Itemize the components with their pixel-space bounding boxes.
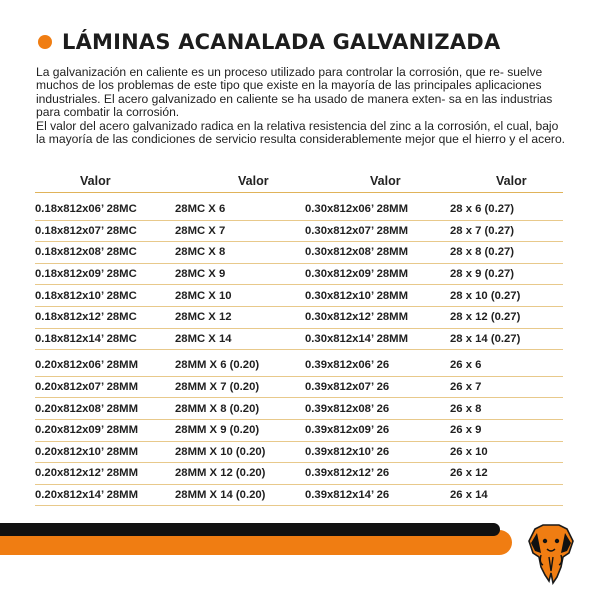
- table-cell-col-3: 0.39x812x06’ 26: [305, 359, 390, 372]
- table-cell-col-4: 26 x 8: [450, 402, 482, 415]
- table-cell-col-1: 0.18x812x10’ 28MC: [35, 289, 137, 302]
- table-cell-col-4: 26 x 6: [450, 359, 482, 372]
- table-cell-col-4: 26 x 7: [450, 381, 482, 394]
- header-col-3: Valor: [370, 174, 401, 188]
- table-cell-col-3: 0.39x812x10’ 26: [305, 445, 390, 458]
- table-row: [35, 199, 563, 221]
- table-cell-col-3: 0.39x812x07’ 26: [305, 381, 390, 394]
- table-cell-col-2: 28MC X 14: [175, 332, 232, 345]
- title-row: [38, 30, 500, 54]
- table-cell-col-3: 0.39x812x09’ 26: [305, 424, 390, 437]
- table-cell-col-1: 0.20x812x12’ 28MM: [35, 467, 139, 480]
- table-row: [35, 329, 563, 351]
- table-cell-col-1: 0.20x812x08’ 28MM: [35, 402, 139, 415]
- table-row: [35, 398, 563, 420]
- table-row: [35, 420, 563, 442]
- table-cell-col-3: 0.30x812x06’ 28MM: [305, 203, 409, 216]
- table-cell-col-1: 0.18x812x07’ 28MC: [35, 224, 137, 237]
- footer: [0, 523, 600, 600]
- table-cell-col-4: 26 x 14: [450, 489, 488, 502]
- table-cell-col-2: 28MC X 9: [175, 268, 226, 281]
- table-cell-col-3: 0.30x812x09’ 28MM: [305, 268, 409, 281]
- header-col-1: Valor: [80, 174, 111, 188]
- table-cell-col-2: 28MC X 6: [175, 203, 226, 216]
- table-cell-col-3: 0.30x812x14’ 28MM: [305, 332, 409, 345]
- product-table: [35, 170, 563, 506]
- table-cell-col-1: 0.20x812x14’ 28MM: [35, 489, 139, 502]
- table-cell-col-2: 28MC X 8: [175, 246, 226, 259]
- orange-dot-icon: [38, 35, 52, 49]
- table-cell-col-4: 26 x 10: [450, 445, 488, 458]
- table-cell-col-1: 0.18x812x06’ 28MC: [35, 203, 137, 216]
- table-cell-col-1: 0.18x812x14’ 28MC: [35, 332, 137, 345]
- table-cell-col-1: 0.18x812x12’ 28MC: [35, 311, 137, 324]
- table-cell-col-2: 28MM X 12 (0.20): [175, 467, 266, 480]
- table-row: [35, 355, 563, 377]
- table-cell-col-2: 28MC X 12: [175, 311, 232, 324]
- table-row: [35, 463, 563, 485]
- footer-black-bar: [0, 523, 500, 536]
- table-cell-col-3: 0.39x812x12’ 26: [305, 467, 390, 480]
- table-cell-col-2: 28MM X 6 (0.20): [175, 359, 260, 372]
- table-row: [35, 264, 563, 286]
- table-cell-col-3: 0.39x812x08’ 26: [305, 402, 390, 415]
- table-cell-col-4: 26 x 12: [450, 467, 488, 480]
- table-row: [35, 285, 563, 307]
- elephant-logo-icon: [527, 523, 575, 585]
- intro-paragraph-1: La galvanización en caliente es un proceso utilizado para controlar la corrosión, que re- suelve muchos de los problemas de este tipo que existe en la mayoría de las principales aplicaciones industriales. El acero galvanizado en caliente se ha usado de manera exten- sa en las industrias para combatir la corrosión.: [36, 65, 553, 120]
- page-title: LÁMINAS ACANALADA GALVANIZADA: [62, 30, 501, 54]
- intro-text: [36, 66, 566, 146]
- table-header: [35, 170, 563, 193]
- table-cell-col-2: 28MC X 10: [175, 289, 232, 302]
- table-cell-col-1: 0.20x812x09’ 28MM: [35, 424, 139, 437]
- table-cell-col-4: 26 x 9: [450, 424, 482, 437]
- table-cell-col-4: 28 x 12 (0.27): [450, 311, 521, 324]
- table-cell-col-2: 28MM X 7 (0.20): [175, 381, 260, 394]
- header-col-4: Valor: [496, 174, 527, 188]
- table-cell-col-2: 28MC X 7: [175, 224, 226, 237]
- table-row: [35, 307, 563, 329]
- table-row: [35, 442, 563, 464]
- table-cell-col-3: 0.30x812x12’ 28MM: [305, 311, 409, 324]
- table-cell-col-4: 28 x 9 (0.27): [450, 268, 515, 281]
- table-row: [35, 221, 563, 243]
- table-cell-col-4: 28 x 8 (0.27): [450, 246, 515, 259]
- table-cell-col-3: 0.30x812x07’ 28MM: [305, 224, 409, 237]
- header-col-2: Valor: [238, 174, 269, 188]
- table-cell-col-2: 28MM X 14 (0.20): [175, 489, 266, 502]
- table-row: [35, 485, 563, 507]
- table-cell-col-3: 0.39x812x14’ 26: [305, 489, 390, 502]
- table-cell-col-4: 28 x 14 (0.27): [450, 332, 521, 345]
- intro-paragraph-2: El valor del acero galvanizado radica en la relativa resistencia del zinc a la corrosión, el cual, bajo la mayoría de las condiciones de servicio resulta considerablemente mejor que el hierro y el acero.: [36, 118, 566, 147]
- table-cell-col-4: 28 x 10 (0.27): [450, 289, 521, 302]
- table-cell-col-1: 0.20x812x10’ 28MM: [35, 445, 139, 458]
- table-cell-col-1: 0.18x812x09’ 28MC: [35, 268, 137, 281]
- table-cell-col-1: 0.18x812x08’ 28MC: [35, 246, 137, 259]
- table-cell-col-1: 0.20x812x06’ 28MM: [35, 359, 139, 372]
- table-cell-col-2: 28MM X 9 (0.20): [175, 424, 260, 437]
- table-cell-col-1: 0.20x812x07’ 28MM: [35, 381, 139, 394]
- table-row: [35, 242, 563, 264]
- table-cell-col-4: 28 x 6 (0.27): [450, 203, 515, 216]
- table-cell-col-3: 0.30x812x08’ 28MM: [305, 246, 409, 259]
- table-cell-col-3: 0.30x812x10’ 28MM: [305, 289, 409, 302]
- table-row: [35, 377, 563, 399]
- table-cell-col-2: 28MM X 10 (0.20): [175, 445, 266, 458]
- table-body: [35, 199, 563, 506]
- table-cell-col-4: 28 x 7 (0.27): [450, 224, 515, 237]
- table-cell-col-2: 28MM X 8 (0.20): [175, 402, 260, 415]
